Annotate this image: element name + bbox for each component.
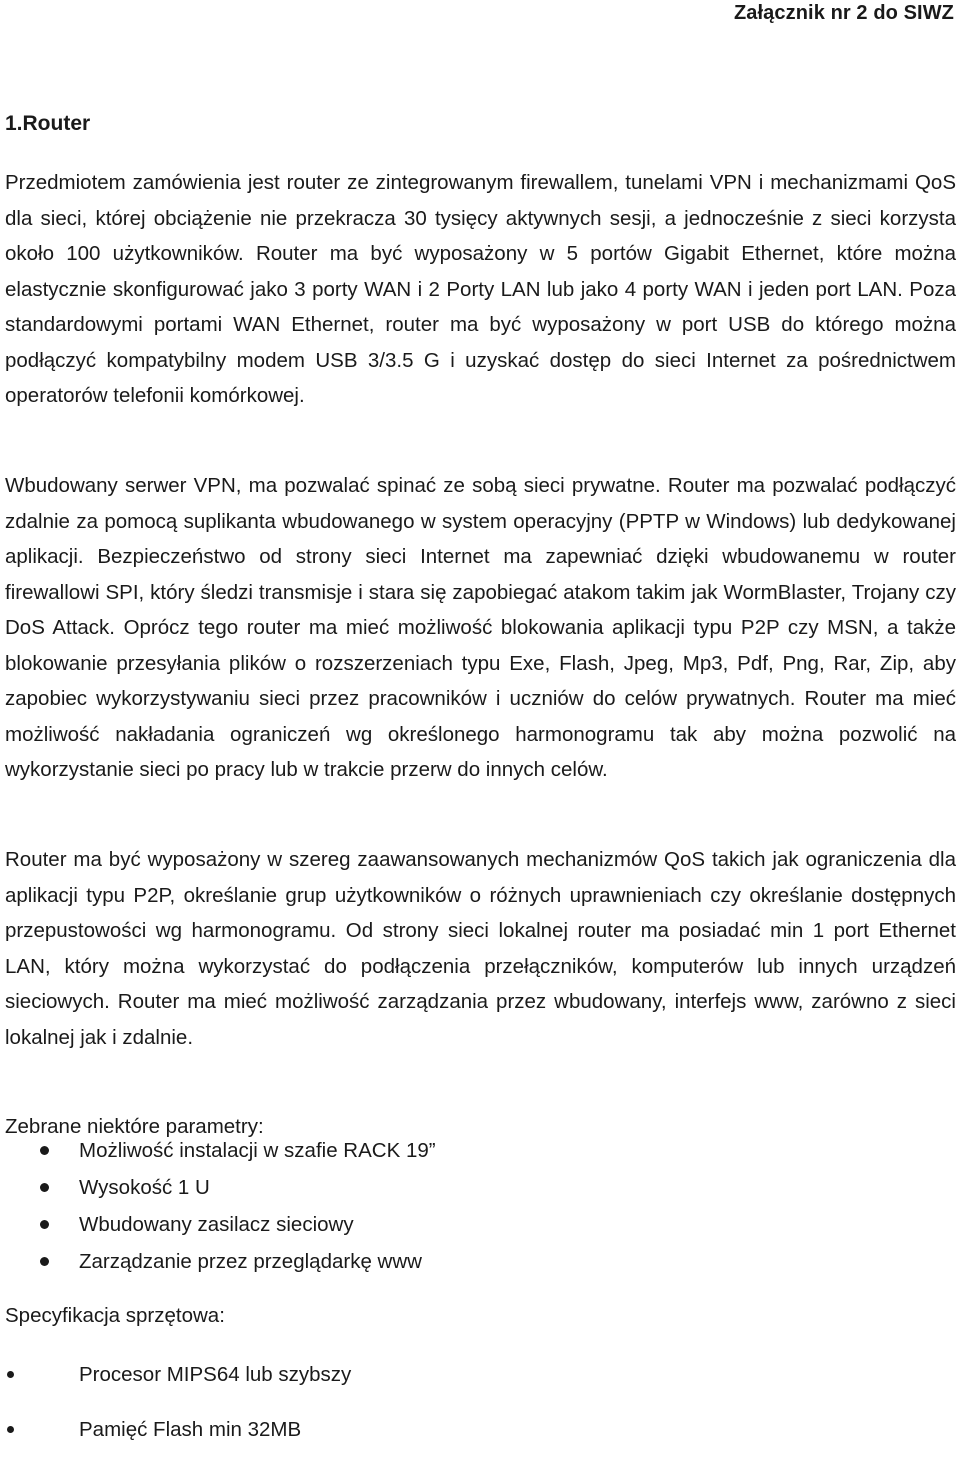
bullet-icon: [40, 1183, 49, 1192]
bullet-icon: [40, 1257, 49, 1266]
bullet-icon: [7, 1371, 14, 1378]
list-item: [0, 1132, 436, 1169]
attachment-header: Załącznik nr 2 do SIWZ: [733, 2, 954, 24]
parameters-label: Zebrane niektóre parametry:: [5, 1115, 264, 1138]
list-item: [0, 1169, 436, 1206]
list-item-text: Pamięć Flash min 32MB: [79, 1418, 302, 1441]
paragraph-qos: Router ma być wyposażony w szereg zaawansowanych mechanizmów QoS takich jak ograniczenia dla aplikacji typu P2P, określanie grup użytkowników o różnych uprawnieniach czy określanie dostępnych przepustowości wg harmonogramu. Od strony sieci lokalnej router ma posiadać min 1 port Ethernet LAN, który można wykorzystać do podłączenia przełączników, komputerów lub innych urządzeń sieciowych. Router ma mieć możliwość zarządzania przez wbudowany, interfejs www, zarówno z sieci lokalnej jak i zdalnie.: [5, 848, 956, 1049]
list-item-text: Procesor MIPS64 lub szybszy: [79, 1363, 352, 1386]
list-item: [0, 1356, 351, 1411]
list-item-text: Możliwość instalacji w szafie RACK 19”: [79, 1139, 436, 1162]
bullet-icon: [40, 1146, 49, 1155]
list-item: [0, 1243, 436, 1280]
list-item: [0, 1206, 436, 1243]
paragraph-intro: Przedmiotem zamówienia jest router ze zintegrowanym firewallem, tunelami VPN i mechanizmami QoS dla sieci, której obciążenie nie przekracza 30 tysięcy aktywnych sesji, a jednocześnie z sieci korzysta około 100 użytkowników. Router ma być wyposażony w 5 portów Gigabit Ethernet, które można elastycznie skonfigurować jako 3 porty WAN i 2 Porty LAN lub jako 4 porty WAN i jeden port LAN. Poza standardowymi portami WAN Ethernet, router ma być wyposażony w port USB do którego można podłączyć kompatybilny modem USB 3/3.5 G i uzyskać dostęp do sieci Internet za pośrednictwem operatorów telefonii komórkowej.: [5, 171, 956, 407]
list-item-text: Zarządzanie przez przeglądarkę www: [79, 1250, 422, 1273]
paragraph-vpn-security: Wbudowany serwer VPN, ma pozwalać spinać ze sobą sieci prywatne. Router ma pozwalać podłączyć zdalnie za pomocą suplikanta wbudowanego w system operacyjny (PPTP w Windows) lub dedykowanej aplikacji. Bezpieczeństwo od strony sieci Internet ma zapewniać dzięki wbudowanemu w router firewallowi SPI, który śledzi transmisje i stara się zapobiegać atakom takim jak WormBlaster, Trojany czy DoS Attack. Oprócz tego router ma mieć możliwość blokowania aplikacji typu P2P czy MSN, a także blokowanie przesyłania plików o rozszerzeniach typu Exe, Flash, Jpeg, Mp3, Pdf, Png, Rar, Zip, aby zapobiec wykorzystywaniu sieci przez pracowników i uczniów do celów prywatnych. Router ma mieć możliwość nakładania ograniczeń wg określonego harmonogramu tak aby można pozwolić na wykorzystanie sieci po pracy lub w trakcie przerw do innych celów.: [5, 474, 956, 781]
hardware-spec-list: [0, 1356, 351, 1466]
list-item-text: Wysokość 1 U: [79, 1176, 210, 1199]
bullet-icon: [40, 1220, 49, 1229]
bullet-icon: [7, 1426, 14, 1433]
section-title: 1.Router: [5, 112, 91, 135]
list-item-text: Wbudowany zasilacz sieciowy: [79, 1213, 354, 1236]
parameters-list: [0, 1132, 436, 1280]
hardware-spec-label: Specyfikacja sprzętowa:: [5, 1304, 225, 1327]
list-item: [0, 1411, 351, 1466]
